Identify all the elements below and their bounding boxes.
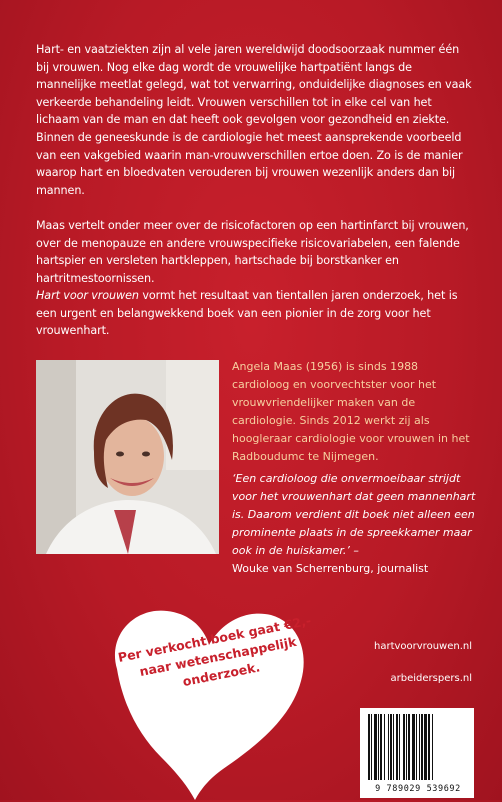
barcode-bars — [366, 714, 468, 782]
intro-paragraph-2: Maas vertelt onder meer over de risicofactoren op een hartinfarct bij vrouwen, over de menopauze en andere vrouwspecifieke risicovariabelen, een falende hartspier en versleten hartkleppen, hartschade bij borstkanker en hartritmestoornissen. — [36, 219, 469, 285]
barcode — [360, 708, 474, 798]
heart-donation-text: Per verkocht boek gaat €2,- naar wetenschappelijk onderzoek. — [116, 612, 313, 690]
intro-paragraph-3 — [36, 287, 472, 340]
quote-text: ‘Een cardioloog die onvermoeibaar strijdt voor het vrouwenhart dat geen mannenhart is. Daarom verdient dit boek niet alleen een prominente plaats in de spreekkamer maar ook in de huiskamer.’ – — [232, 472, 476, 557]
isbn-number: 9 789029 539692 — [375, 784, 461, 794]
intro-paragraph-1: Hart- en vaatziekten zijn al vele jaren wereldwijd doodsoorzaak nummer één bij vrouwen. Nog elke dag wordt de vrouwelijke hartpatiënt langs de mannelijke meetlat gelegd, wat tot verwarring, onduidelijke diagnoses en vaak verkeerde behandeling leidt. Vrouwen verschillen tot in elke cel van het lichaam van de man en dat heeft ook gevolgen voor gezondheid en ziekte. Binnen de geneeskunde is de cardiologie het meest aansprekende voorbeeld van een vakgebied waarin man-vrouwverschillen ertoe doen. Zo is de manier waarop hart en bloedvaten verouderen bij vrouwen wezenlijk anders dan bij mannen. — [36, 43, 472, 197]
book-title: Hart voor vrouwen — [36, 289, 139, 302]
review-quote — [232, 470, 477, 578]
quote-attribution: Wouke van Scherrenburg, journalist — [232, 562, 429, 575]
author-photo — [36, 360, 219, 554]
author-bio: Angela Maas (1956) is sinds 1988 cardioloog en voorvechtster voor het vrouwvriendelijker maken van de cardiologie. Sinds 2012 werkt zij als hoogleraar cardiologie voor vrouwen in het Radboudumc te Nijmegen. — [232, 360, 470, 463]
website-hartvoorvrouwen[interactable]: hartvoorvrouwen.nl — [374, 641, 472, 652]
intro-paragraph-3-text: vormt het resultaat van tientallen jaren onderzoek, het is een urgent en belangwekkend boek van een pionier in de zorg voor het vrouwenhart. — [36, 289, 458, 338]
website-arbeiderspers[interactable]: arbeiderspers.nl — [390, 673, 472, 684]
